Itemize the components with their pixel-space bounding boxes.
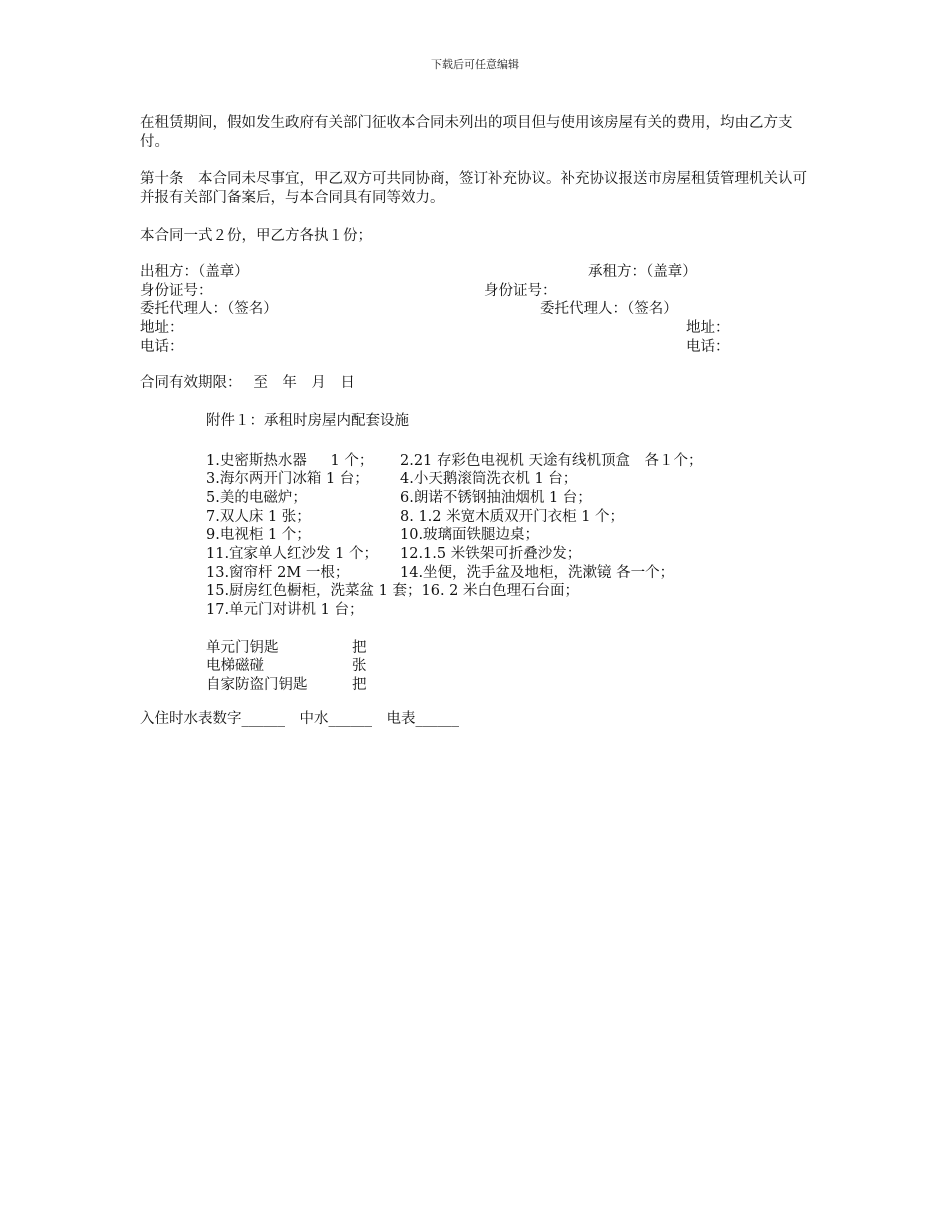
- facility-item: 6.朗诺不锈钢抽油烟机 1 台；: [400, 490, 592, 506]
- lessee-label: 承租方：（盖章）: [588, 264, 697, 280]
- lessor-id-label: 身份证号：: [140, 283, 213, 299]
- facility-item: 7.双人床 1 张；: [206, 509, 311, 525]
- lessee-id-label: 身份证号：: [484, 283, 557, 299]
- facility-item: 12.1.5 米铁架可折叠沙发；: [400, 546, 582, 562]
- lessor-agent-label: 委托代理人：（签名）: [140, 301, 278, 317]
- key-item-unit: 张: [352, 658, 367, 674]
- paragraph-article-ten: 第十条 本合同未尽事宜，甲乙双方可共同协商，签订补充协议。补充协议报送市房屋租赁管理机关认可并报有关部门备案后，与本合同具有同等效力。: [140, 171, 807, 206]
- facility-item: 8. 1.2 米宽木质双开门衣柜 1 个；: [400, 509, 625, 525]
- lessor-label: 出租方：（盖章）: [140, 264, 249, 280]
- key-item-name: 电梯磁碰: [206, 658, 264, 674]
- facility-item: 13.窗帘杆 2M 一根；: [206, 565, 350, 581]
- facility-item: 10.玻璃面铁腿边桌；: [400, 527, 540, 543]
- facility-item: 3.海尔两开门冰箱 1 台；: [206, 471, 369, 487]
- facility-item: 15.厨房红色橱柜，洗菜盆 1 套；16. 2 米白色理石台面；: [206, 583, 580, 599]
- lessee-address-label: 地址：: [686, 320, 730, 336]
- paragraph-fees: 在租赁期间，假如发生政府有关部门征收本合同未列出的项目但与使用该房屋有关的费用，均由乙方支付。: [140, 115, 793, 150]
- facility-item: 5.美的电磁炉；: [206, 490, 307, 506]
- facility-item: 17.单元门对讲机 1 台；: [206, 602, 364, 618]
- key-item-name: 单元门钥匙: [206, 640, 279, 656]
- page-header-note: 下载后可任意编辑: [431, 58, 519, 71]
- facility-item: 9.电视柜 1 个；: [206, 527, 311, 543]
- meter-readings: 入住时水表数字______ 中水______ 电表______: [140, 711, 459, 727]
- facility-item: 14.坐便，洗手盆及地柜，洗漱镜 各一个；: [400, 565, 675, 581]
- paragraph-copies: 本合同一式２份，甲乙方各执１份；: [140, 228, 372, 244]
- facility-item: 1.史密斯热水器 1 个；: [206, 453, 374, 469]
- contract-validity: 合同有效期限： 至 年 月 日: [140, 375, 355, 391]
- attachment-title: 附件１：承租时房屋内配套设施: [206, 413, 409, 429]
- facility-item: 4.小天鹅滚筒洗衣机 1 台；: [400, 471, 578, 487]
- key-item-name: 自家防盗门钥匙: [206, 677, 308, 693]
- key-item-unit: 把: [352, 677, 367, 693]
- facility-item: 11.宜家单人红沙发 1 个；: [206, 546, 379, 562]
- lessor-address-label: 地址：: [140, 320, 184, 336]
- lessor-phone-label: 电话：: [140, 339, 184, 355]
- key-item-unit: 把: [352, 640, 367, 656]
- facility-item: 2.21 存彩色电视机 天途有线机顶盒 各１个；: [400, 453, 703, 469]
- lessee-agent-label: 委托代理人：（签名）: [540, 301, 678, 317]
- lessee-phone-label: 电话：: [686, 339, 730, 355]
